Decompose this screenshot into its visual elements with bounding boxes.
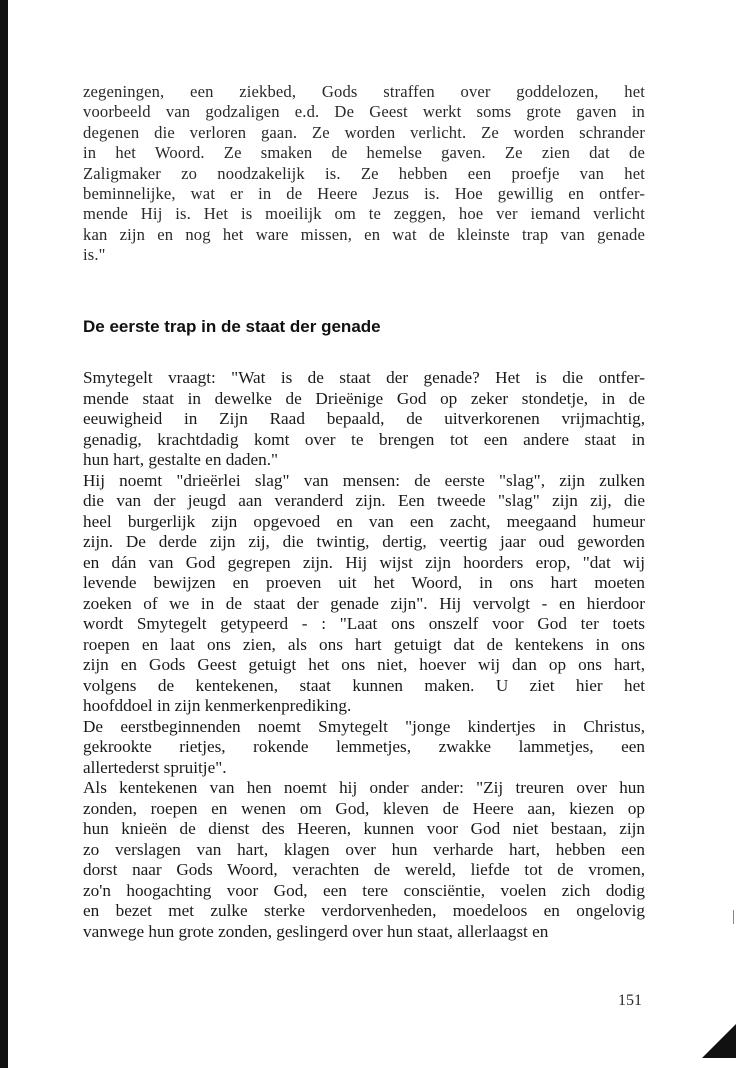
section-body <box>83 368 645 942</box>
text-line: hun hart, gestalte en daden." <box>83 450 279 469</box>
body-paragraph <box>83 368 645 471</box>
text-line: De eerstbeginnenden noemt Smytegelt "jonge kindertjes in Christus, <box>83 716 645 736</box>
text-line: Smytegelt vraagt: "Wat is de staat der genade? Het is die ontfer- <box>83 368 645 387</box>
text-line: zonden, roepen en wenen om God, kleven de Heere aan, kiezen op <box>83 798 645 818</box>
text-line: zijn. De derde zijn zij, die twintig, dertig, veertig jaar oud geworden <box>83 532 645 551</box>
text-line: Als kentekenen van hen noemt hij onder ander: "Zij treuren over hun <box>83 778 645 797</box>
intro-paragraph <box>83 82 645 266</box>
text-line: en bezet met zulke sterke verdorvenheden, moedeloos en ongelovig <box>83 901 645 920</box>
text-line: genadig, krachtdadig komt over te brengen tot een andere staat in <box>83 429 645 449</box>
text-line: eeuwigheid in Zijn Raad bepaald, de uitverkorenen vrijmachtig, <box>83 409 645 428</box>
page-corner-fold-mark <box>702 1024 736 1058</box>
text-line: allertederst spruitje". <box>83 757 227 777</box>
text-line: voorbeeld van godzaligen e.d. De Geest werkt soms grote gaven in <box>83 102 645 122</box>
text-line: en dán van God gegrepen zijn. Hij wijst zijn hoorders erop, "dat wij <box>83 552 645 572</box>
page-number: 151 <box>618 992 642 1009</box>
text-line: vanwege hun grote zonden, geslingerd over hun staat, allerlaagst en <box>83 921 549 941</box>
text-line: Hij noemt "drieërlei slag" van mensen: de eerste "slag", zijn zulken <box>83 470 645 490</box>
text-line: Zaligmaker zo noodzakelijk is. Ze hebben een proefje van het <box>83 163 645 183</box>
text-line: mende staat in dewelke de Drieënige God op zeker stondetje, in de <box>83 388 645 408</box>
text-line: dorst naar Gods Woord, verachten de wereld, liefde tot de vromen, <box>83 860 645 879</box>
text-line: roepen en laat ons zien, als ons hart getuigt dat de kentekens in ons <box>83 634 645 654</box>
text-line: zijn en Gods Geest getuigt het ons niet, hoever wij dan op ons hart, <box>83 655 645 674</box>
body-paragraph <box>83 778 645 942</box>
text-line: kan zijn en nog het ware missen, en wat de kleinste trap van genade <box>83 224 645 244</box>
text-line: degenen die verloren gaan. Ze worden verlicht. Ze worden schrander <box>83 122 645 142</box>
text-line: levende bewijzen en proeven uit het Woord, in ons hart moeten <box>83 573 645 592</box>
body-paragraph <box>83 717 645 779</box>
text-line: zo'n hoogachting voor God, een tere consciëntie, voelen zich dodig <box>83 880 645 900</box>
text-line: die van der jeugd aan veranderd zijn. Een tweede "slag" zijn zij, die <box>83 491 645 510</box>
text-line: gekrookte rietjes, rokende lemmetjes, zwakke lammetjes, een <box>83 737 645 756</box>
text-line: zo verslagen van hart, klagen over hun verharde hart, hebben een <box>83 839 645 859</box>
text-line: in het Woord. Ze smaken de hemelse gaven. Ze zien dat de <box>83 143 645 163</box>
scan-speck <box>733 910 734 924</box>
text-line: volgens de kentekenen, staat kunnen maken. U ziet hier het <box>83 675 645 695</box>
page-body <box>83 82 645 941</box>
body-paragraph <box>83 471 645 717</box>
text-line: wordt Smytegelt getypeerd - : "Laat ons onszelf voor God ter toets <box>83 614 645 633</box>
text-line: hoofddoel in zijn kenmerkenprediking. <box>83 696 352 715</box>
text-line: hun knieën de dienst des Heeren, kunnen voor God niet bestaan, zijn <box>83 819 645 838</box>
text-line: heel burgerlijk zijn opgevoed en van een zacht, meegaand humeur <box>83 511 645 531</box>
text-line: mende Hij is. Het is moeilijk om te zeggen, hoe ver iemand verlicht <box>83 204 645 224</box>
text-line: zoeken of we in de staat der genade zijn". Hij vervolgt - en hierdoor <box>83 593 645 613</box>
text-line: is." <box>83 245 106 265</box>
text-line: beminnelijke, wat er in de Heere Jezus is. Hoe gewillig en ontfer- <box>83 184 645 204</box>
section-heading: De eerste trap in de staat der genade <box>83 317 381 336</box>
text-line: zegeningen, een ziekbed, Gods straffen over goddelozen, het <box>83 82 645 101</box>
scan-left-edge-bar <box>0 0 8 1068</box>
